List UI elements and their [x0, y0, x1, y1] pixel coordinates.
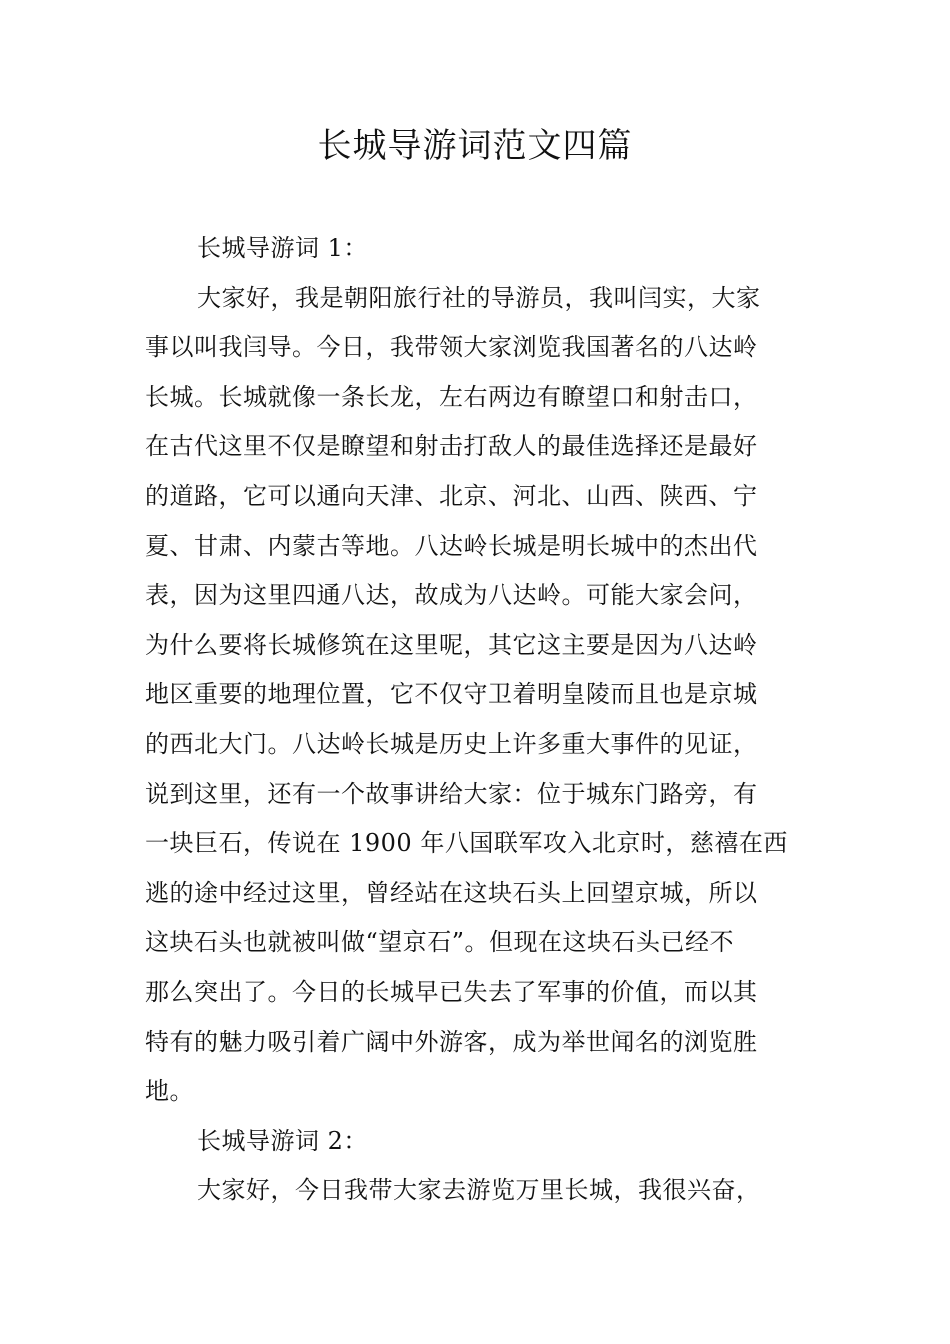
paragraph-1-line-12: 一块巨石，传说在 1900 年八国联军攻入北京时，慈禧在西	[145, 829, 788, 858]
paragraph-1-line-8: 为什么要将长城修筑在这里呢，其它这主要是因为八达岭	[145, 630, 758, 659]
paragraph-1-line-11: 说到这里，还有一个故事讲给大家：位于城东门路旁，有	[145, 779, 758, 808]
paragraph-1-line-3: 长城。长城就像一条长龙，左右两边有瞭望口和射击口，	[145, 382, 758, 411]
section-heading-2: 长城导游词 2：	[197, 1126, 368, 1155]
paragraph-2-line-1: 大家好，今日我带大家去游览万里长城，我很兴奋，	[197, 1176, 761, 1205]
paragraph-1-line-16: 特有的魅力吸引着广阔中外游客，成为举世闻名的浏览胜	[145, 1027, 758, 1056]
section-heading-1: 长城导游词 1：	[197, 234, 368, 262]
paragraph-1-line-10: 的西北大门。八达岭长城是历史上许多重大事件的见证，	[145, 729, 758, 758]
paragraph-1-line-14: 这块石头也就被叫做“望京石”。但现在这块石头已经不	[145, 928, 735, 957]
paragraph-1-line-2: 事以叫我闫导。今日，我带领大家浏览我国著名的八达岭	[145, 333, 758, 362]
paragraph-1-line-5: 的道路，它可以通向天津、北京、河北、山西、陕西、宁	[145, 481, 758, 510]
paragraph-1-line-1: 大家好，我是朝阳旅行社的导游员，我叫闫实，大家	[197, 283, 761, 312]
document-body	[145, 224, 807, 1216]
paragraph-1-line-9: 地区重要的地理位置，它不仅守卫着明皇陵而且也是京城	[145, 680, 758, 709]
paragraph-1-line-13: 逃的途中经过这里，曾经站在这块石头上回望京城，所以	[145, 878, 758, 907]
document-title: 长城导游词范文四篇	[317, 126, 633, 166]
paragraph-1-line-7: 表，因为这里四通八达，故成为八达岭。可能大家会问，	[145, 581, 758, 610]
paragraph-1-line-17: 地。	[145, 1077, 194, 1106]
paragraph-1-line-4: 在古代这里不仅是瞭望和射击打敌人的最佳选择还是最好	[145, 432, 758, 461]
paragraph-1-line-6: 夏、甘肃、内蒙古等地。八达岭长城是明长城中的杰出代	[145, 531, 758, 560]
paragraph-1-line-15: 那么突出了。今日的长城早已失去了军事的价值，而以其	[145, 977, 758, 1006]
